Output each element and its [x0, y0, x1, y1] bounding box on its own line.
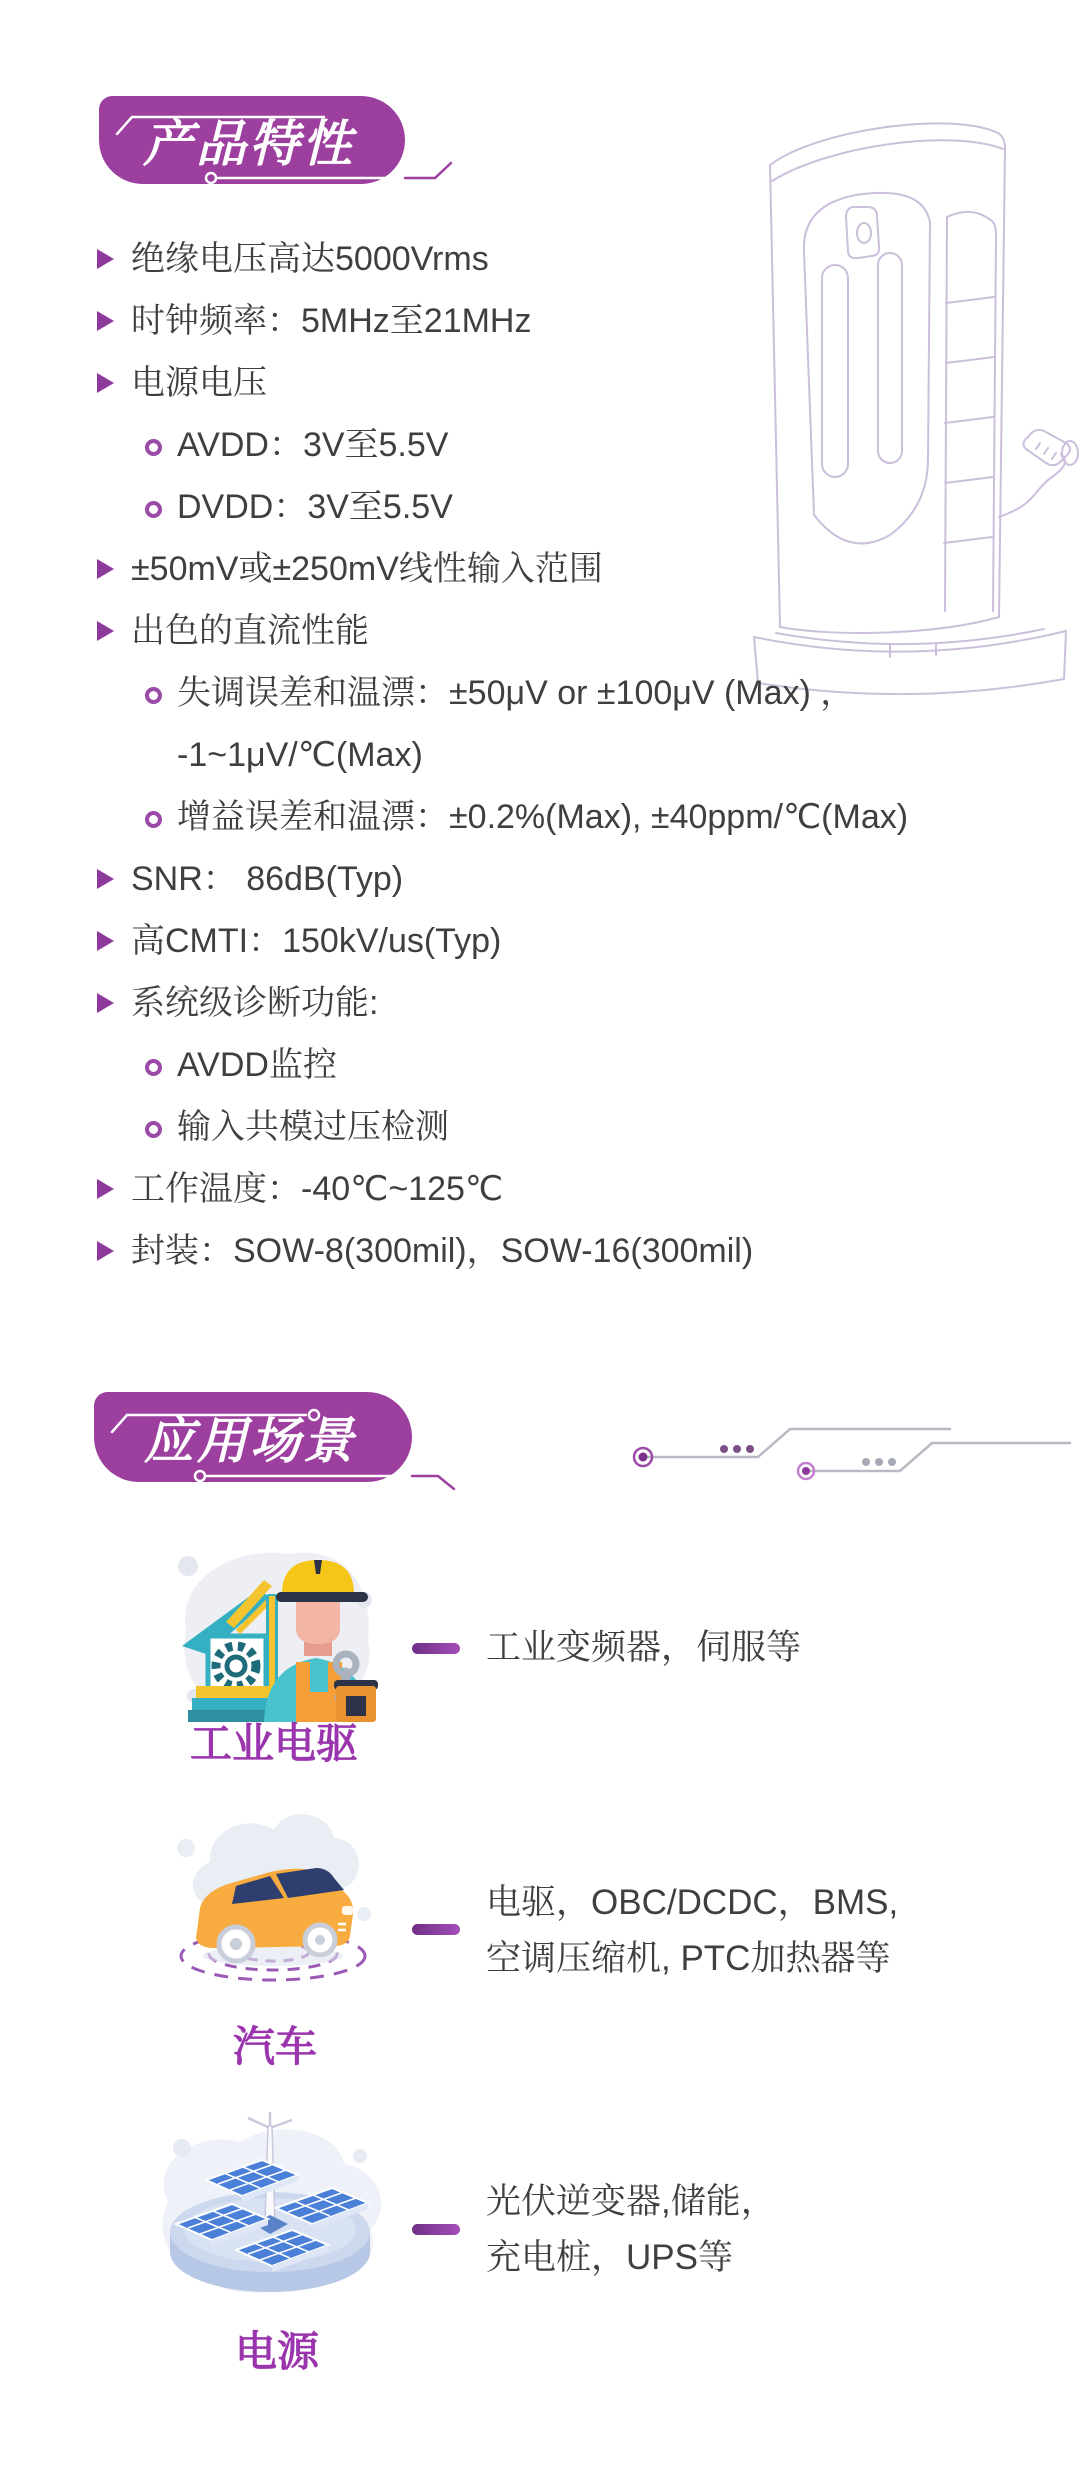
triangle-bullet-icon: [97, 1179, 114, 1199]
connector-dash: [412, 1643, 460, 1654]
feature-text: 出色的直流性能: [131, 612, 369, 650]
feature-item: [95, 228, 795, 290]
feature-item: [95, 910, 795, 972]
application-label-power: 电源: [234, 2328, 320, 2375]
triangle-bullet-icon: [97, 621, 114, 641]
feature-text: 绝缘电压高达5000Vrms: [131, 240, 489, 278]
feature-text-continued: -1~1μV/℃(Max): [177, 736, 423, 774]
feature-list: [95, 228, 909, 1282]
circle-bullet-icon: [145, 439, 162, 456]
application-label-industry: 工业电驱: [189, 1720, 359, 1767]
feature-item: [95, 600, 795, 662]
application-text-line: 光伏逆变器,储能，: [486, 2182, 776, 2221]
applications-banner: [94, 1392, 412, 1482]
feature-subitem: [95, 414, 795, 476]
industrial-worker-icon: [168, 1536, 380, 1722]
feature-text: 电源电压: [131, 364, 267, 402]
feature-item: [95, 538, 795, 600]
feature-subitem: [95, 1034, 795, 1096]
feature-text: 增益误差和温漂：±0.2%(Max), ±40ppm/℃(Max): [177, 798, 909, 836]
feature-text: DVDD：3V至5.5V: [177, 488, 453, 526]
feature-text: 工作温度：-40℃~125℃: [131, 1170, 504, 1208]
circuit-trace-decoration: [618, 1405, 1080, 1495]
feature-item: [95, 1158, 795, 1220]
application-text-power: [486, 2174, 776, 2286]
features-banner: [99, 96, 405, 184]
circle-bullet-icon: [145, 1121, 162, 1138]
feature-subitem: [95, 1096, 795, 1158]
feature-text: 高CMTI：150kV/us(Typ): [131, 922, 502, 960]
feature-text: 失调误差和温漂：±50μV or ±100μV (Max) ，: [177, 674, 855, 712]
application-text-line: 电驱，OBC/DCDC，BMS,: [486, 1883, 899, 1922]
car-icon: [158, 1788, 388, 1994]
triangle-bullet-icon: [97, 931, 114, 951]
application-text-line: 工业变频器，伺服等: [486, 1628, 802, 1667]
triangle-bullet-icon: [97, 1241, 114, 1261]
feature-text: 输入共模过压检测: [177, 1108, 449, 1146]
circle-bullet-icon: [145, 501, 162, 518]
triangle-bullet-icon: [97, 559, 114, 579]
connector-dash: [412, 2224, 460, 2235]
triangle-bullet-icon: [97, 869, 114, 889]
feature-text: AVDD监控: [177, 1046, 337, 1084]
connector-dash: [412, 1924, 460, 1935]
triangle-bullet-icon: [97, 373, 114, 393]
feature-item: [95, 848, 795, 910]
feature-text: SNR： 86dB(Typ): [131, 860, 404, 898]
feature-subitem: [95, 786, 909, 848]
solar-wind-power-icon: [148, 2112, 392, 2312]
feature-item: [95, 972, 795, 1034]
triangle-bullet-icon: [97, 993, 114, 1013]
application-text-automotive: [486, 1875, 898, 1987]
feature-text: ±50mV或±250mV线性输入范围: [131, 550, 603, 588]
application-text-line: 充电桩，UPS等: [486, 2238, 733, 2277]
feature-text: 时钟频率：5MHz至21MHz: [131, 302, 532, 340]
features-banner-title: 产品特性: [143, 116, 355, 172]
application-text-industry: [486, 1620, 801, 1676]
feature-item: [95, 352, 795, 414]
feature-subitem: [95, 662, 855, 786]
application-label-automotive: 汽车: [232, 2023, 318, 2070]
feature-subitem: [95, 476, 795, 538]
feature-text: 封装：SOW-8(300mil)，SOW-16(300mil): [131, 1232, 754, 1270]
feature-item: [95, 1220, 795, 1282]
feature-text: AVDD：3V至5.5V: [177, 426, 449, 464]
triangle-bullet-icon: [97, 249, 114, 269]
feature-text: 系统级诊断功能:: [131, 984, 379, 1022]
circle-bullet-icon: [145, 687, 162, 704]
triangle-bullet-icon: [97, 311, 114, 331]
application-text-line: 空调压缩机, PTC加热器等: [486, 1939, 891, 1978]
circle-bullet-icon: [145, 1059, 162, 1076]
feature-item: [95, 290, 795, 352]
circle-bullet-icon: [145, 811, 162, 828]
applications-banner-title: 应用场景: [144, 1413, 356, 1469]
